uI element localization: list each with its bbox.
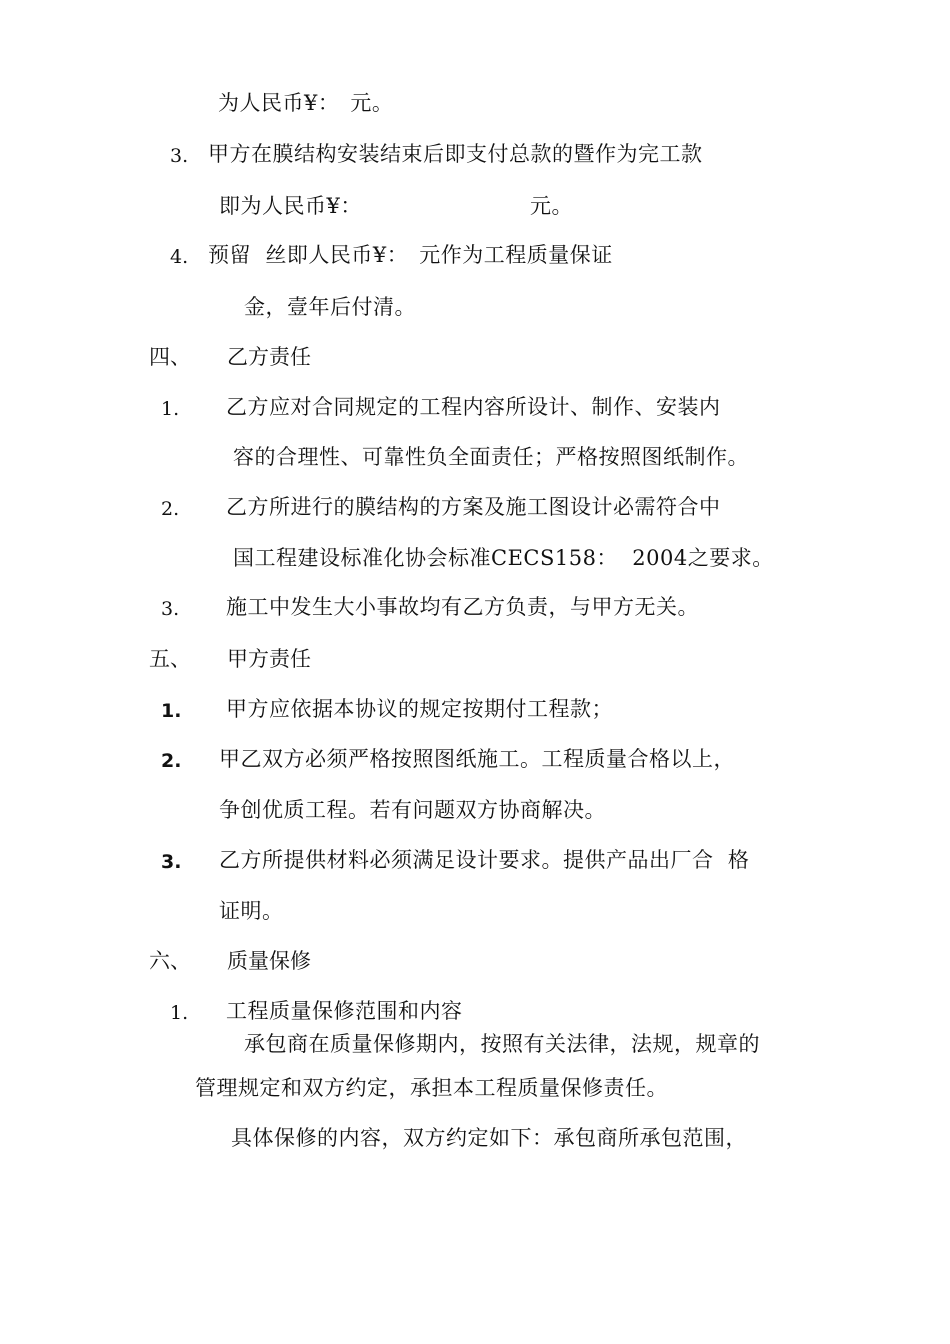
warranty-paragraph-1-continued: 管理规定和双方约定，承担本工程质量保修责任。 bbox=[195, 1076, 668, 1100]
payment-clause-3-amount-unit: 元。 bbox=[530, 194, 573, 218]
section-number-4: 四、 bbox=[149, 345, 191, 369]
section-heading-party-b: 乙方责任 bbox=[227, 345, 311, 369]
item-number-3: 3. bbox=[161, 851, 182, 873]
party-a-clause-1: 甲方应依据本协议的规定按期付工程款； bbox=[226, 697, 613, 721]
party-b-clause-3: 施工中发生大小事故均有乙方负责，与甲方无关。 bbox=[226, 595, 699, 619]
item-number-3: 3. bbox=[161, 598, 180, 620]
party-a-clause-2-continued: 争创优质工程。若有问题双方协商解决。 bbox=[219, 798, 606, 822]
party-a-clause-3: 乙方所提供材料必须满足设计要求。提供产品出厂合 格 bbox=[219, 848, 750, 872]
party-a-clause-2: 甲乙双方必须严格按照图纸施工。工程质量合格以上， bbox=[219, 747, 735, 771]
item-number-2: 2. bbox=[161, 750, 182, 772]
section-number-5: 五、 bbox=[149, 647, 191, 671]
warranty-paragraph-2: 具体保修的内容，双方约定如下：承包商所承包范围， bbox=[231, 1126, 747, 1150]
party-b-clause-2: 乙方所进行的膜结构的方案及施工图设计必需符合中 bbox=[226, 495, 721, 519]
payment-line-2-amount: 为人民币¥： 元。 bbox=[218, 91, 394, 115]
item-number-1: 1. bbox=[161, 398, 180, 420]
section-number-6: 六、 bbox=[149, 949, 191, 973]
party-b-clause-1: 乙方应对合同规定的工程内容所设计、制作、安装内 bbox=[226, 395, 721, 419]
item-number-1: 1. bbox=[161, 700, 182, 722]
party-b-clause-2-continued: 国工程建设标准化协会标准CECS158： 2004之要求。 bbox=[233, 546, 774, 570]
party-a-clause-3-continued: 证明。 bbox=[219, 899, 284, 923]
section-heading-quality-warranty: 质量保修 bbox=[227, 949, 311, 973]
payment-clause-4-continued: 金，壹年后付清。 bbox=[244, 295, 416, 319]
section-heading-party-a: 甲方责任 bbox=[227, 647, 311, 671]
warranty-scope-heading: 工程质量保修范围和内容 bbox=[226, 999, 463, 1023]
item-number-2: 2. bbox=[161, 498, 180, 520]
item-number-4: 4. bbox=[170, 246, 189, 268]
payment-clause-3-amount-label: 即为人民币¥： bbox=[219, 194, 362, 218]
item-number-1: 1. bbox=[170, 1002, 189, 1024]
item-number-3: 3. bbox=[170, 145, 189, 167]
warranty-paragraph-1: 承包商在质量保修期内，按照有关法律，法规，规章的 bbox=[244, 1032, 760, 1056]
payment-clause-4: 预留 丝即人民币¥： 元作为工程质量保证 bbox=[208, 243, 613, 267]
party-b-clause-1-continued: 容的合理性、可靠性负全面责任；严格按照图纸制作。 bbox=[233, 445, 749, 469]
payment-clause-3: 甲方在膜结构安装结束后即支付总款的暨作为完工款 bbox=[208, 142, 703, 166]
